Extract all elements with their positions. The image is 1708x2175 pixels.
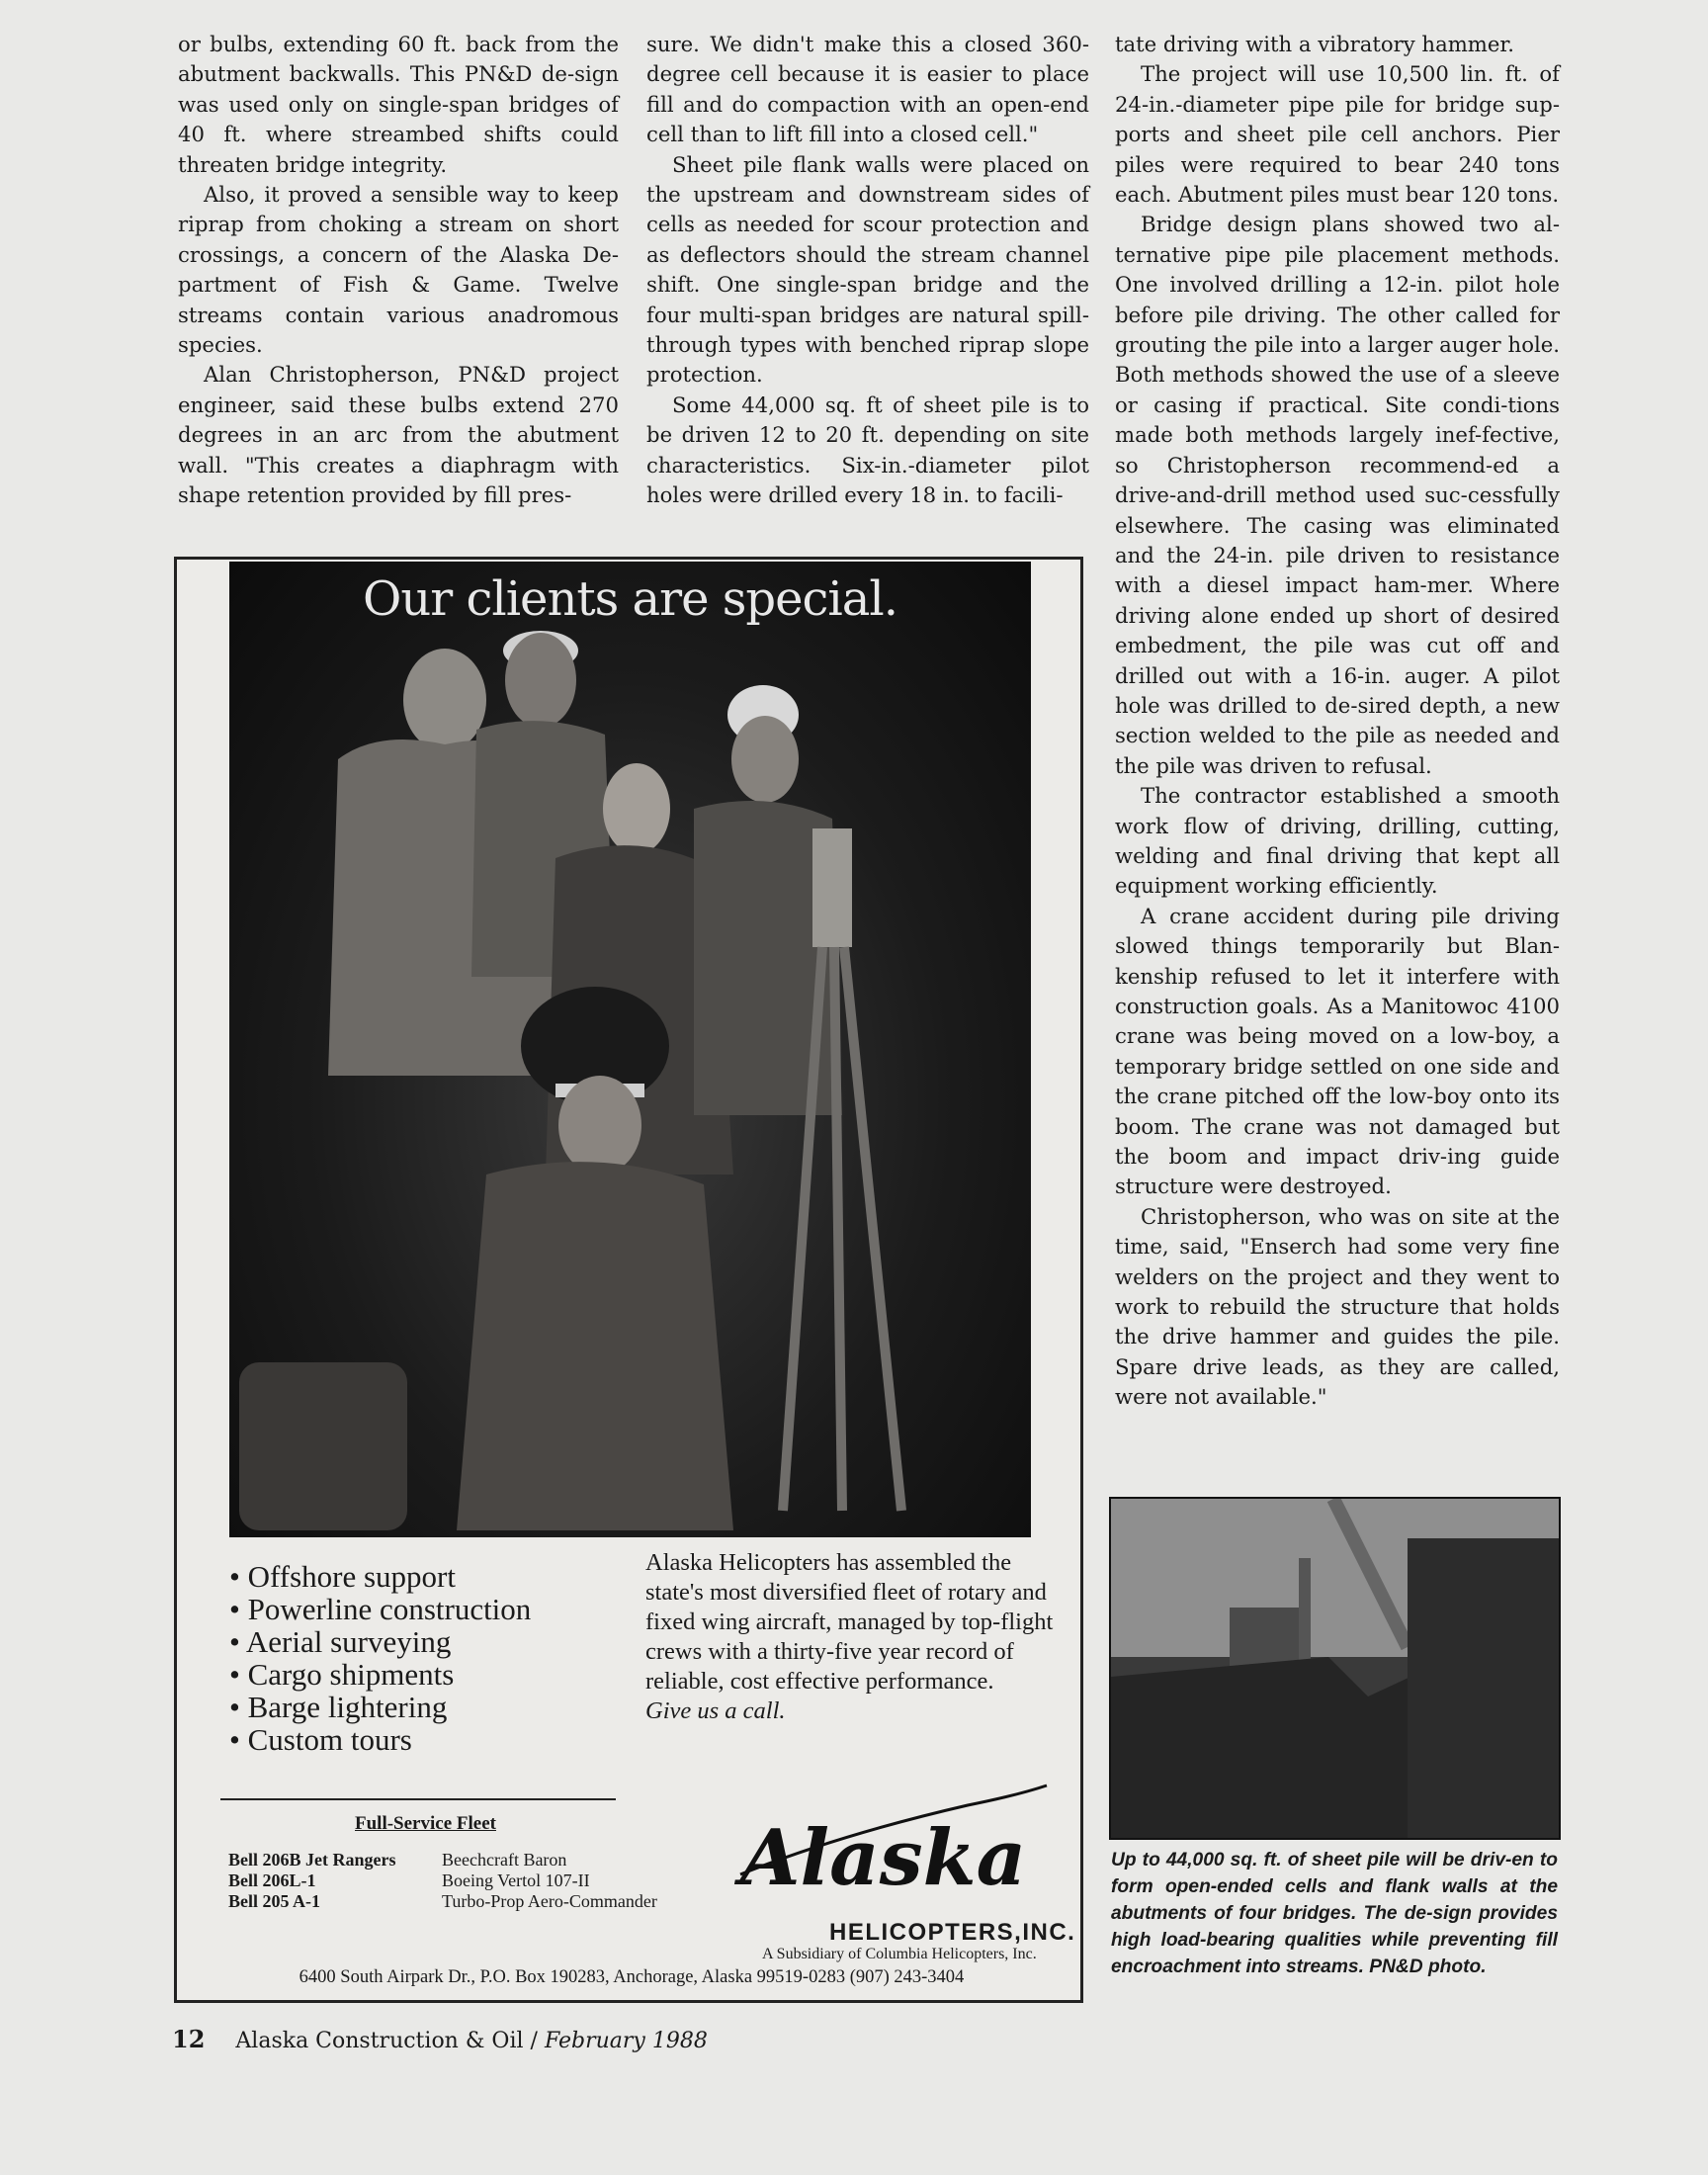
- logo-company-name: HELICOPTERS,INC.: [829, 1919, 1076, 1946]
- alaska-helicopters-logo: [721, 1766, 1057, 1914]
- ad-body-text: [645, 1548, 1061, 1726]
- article-column-2: [646, 30, 1089, 511]
- list-item: • Offshore support: [229, 1560, 605, 1593]
- ad-call-to-action: Give us a call.: [645, 1697, 786, 1724]
- page-footer: [172, 2025, 708, 2053]
- list-item: Bell 206L-1: [228, 1870, 316, 1890]
- publication-name: Alaska Construction & Oil /: [235, 2029, 538, 2053]
- paragraph: Bridge design plans showed two al-ternative pipe pile placement methods. One involved drilling a 12-in. pilot hole before pile driving. The other called for grouting the pile into a larger auger hole. Both methods showed the use of a sleeve or casing if practical. Site condi-tions made both methods largely inef-fective, so Christopherson recommend-ed a drive-and-drill method used suc-cessfully elsewhere. The casing was eliminated and the 24-in. pile driven to resistance with a diesel impact ham-mer. Where driving alone ended up short of desired embedment, the pile was cut off and drilled out with a 16-in. auger. A pilot hole was drilled to de-sired depth, a new section welded to the pile as needed and the pile was driven to refusal.: [1115, 212, 1560, 778]
- advertisement: [174, 557, 1083, 2003]
- paragraph: or bulbs, extending 60 ft. back from the abutment backwalls. This PN&D de-sign was used only on single-span bridges of 40 ft. where streambed shifts could threaten bridge integrity.: [178, 32, 619, 177]
- service-list: [229, 1560, 605, 1756]
- paragraph: tate driving with a vibratory hammer.: [1115, 32, 1514, 56]
- crew-photo-illustration: [229, 562, 1031, 1537]
- paragraph: Christopherson, who was on site at the time, said, "Enserch had some very fine welders on the project and they went to work to rebuild the structure that holds the drive hammer and guides the pile. Spare drive leads, as they are called, were not available.": [1115, 1203, 1560, 1410]
- photo-caption: Up to 44,000 sq. ft. of sheet pile will be driv-en to form open-ended cells and flank walls at the abutments of four bridges. The de-sign provides high load-bearing qualities while preventing fill encroachment into streams. PN&D photo.: [1111, 1850, 1558, 1977]
- ad-address: 6400 South Airpark Dr., P.O. Box 190283, Anchorage, Alaska 99519-0283 (907) 243-3404: [299, 1967, 965, 1987]
- paragraph: Some 44,000 sq. ft of sheet pile is to be driven 12 to 20 ft. depending on site characteristics. Six-in.-diameter pilot holes were drilled every 18 in. to facili-: [646, 392, 1089, 508]
- ad-group-photo: [229, 562, 1031, 1537]
- construction-site-illustration: [1111, 1499, 1559, 1838]
- list-item: Boeing Vertol 107-II: [442, 1870, 590, 1890]
- list-item: • Barge lightering: [229, 1691, 605, 1723]
- list-item: Bell 205 A-1: [228, 1891, 320, 1911]
- svg-text:Alaska: Alaska: [740, 1813, 1027, 1903]
- issue-date: February 1988: [544, 2029, 708, 2053]
- ad-description: Alaska Helicopters has assembled the state's most diversified fleet of rotary and fixed wing aircraft, managed by top-flight crews with a thirty-five year record of reliable, cost effective performance.: [645, 1549, 1054, 1695]
- logo-subsidiary-note: A Subsidiary of Columbia Helicopters, Inc.: [762, 1946, 1037, 1962]
- paragraph: Alan Christopherson, PN&D project engineer, said these bulbs extend 270 degrees in an arc from the abutment wall. "This creates a diaphragm with shape retention provided by fill pres-: [178, 362, 619, 508]
- list-item: Turbo-Prop Aero-Commander: [442, 1891, 657, 1911]
- sheet-pile-photo: [1109, 1497, 1561, 1840]
- fleet-list-right: [442, 1850, 657, 1912]
- paragraph: The contractor established a smooth work flow of driving, drilling, cutting, welding and final driving that kept all equipment working efficiently.: [1115, 783, 1560, 899]
- paragraph: A crane accident during pile driving slowed things temporarily but Blan-kenship refused to let it interfere with construction goals. As a Manitowoc 4100 crane was being moved on a low-boy, a temporary bridge settled on one side and the crane pitched off the low-boy onto its boom. The crane was not damaged but the boom and impact driv-ing guide structure were destroyed.: [1115, 903, 1560, 1199]
- list-item: Bell 206B Jet Rangers: [228, 1850, 396, 1870]
- list-item: • Powerline construction: [229, 1593, 605, 1625]
- list-item: • Cargo shipments: [229, 1658, 605, 1691]
- list-item: • Custom tours: [229, 1723, 605, 1756]
- fleet-heading: Full-Service Fleet: [355, 1813, 496, 1834]
- divider: [220, 1798, 616, 1800]
- page-number: 12: [172, 2025, 206, 2053]
- article-column-3: [1115, 30, 1560, 1413]
- article-column-1: [178, 30, 619, 511]
- list-item: • Aerial surveying: [229, 1625, 605, 1658]
- list-item: Beechcraft Baron: [442, 1850, 567, 1870]
- paragraph: Also, it proved a sensible way to keep riprap from choking a stream on short crossings, a concern of the Alaska De-partment of Fish & Game. Twelve streams contain various anadromous species.: [178, 182, 619, 358]
- fleet-list-left: [228, 1850, 395, 1912]
- ad-headline: Our clients are special.: [362, 571, 897, 627]
- paragraph: The project will use 10,500 lin. ft. of 24-in.-diameter pipe pile for bridge sup-ports and sheet pile cell anchors. Pier piles were required to bear 240 tons each. Abutment piles must bear 120 tons.: [1115, 61, 1560, 208]
- paragraph: Sheet pile flank walls were placed on the upstream and downstream sides of cells as needed for scour protection and as deflectors should the stream channel shift. One single-span bridge and the four multi-span bridges are natural spill-through types with benched riprap slope protection.: [646, 151, 1089, 388]
- paragraph: sure. We didn't make this a closed 360-degree cell because it is easier to place fill and do compaction with an open-end cell than to lift fill into a closed cell.": [646, 32, 1089, 147]
